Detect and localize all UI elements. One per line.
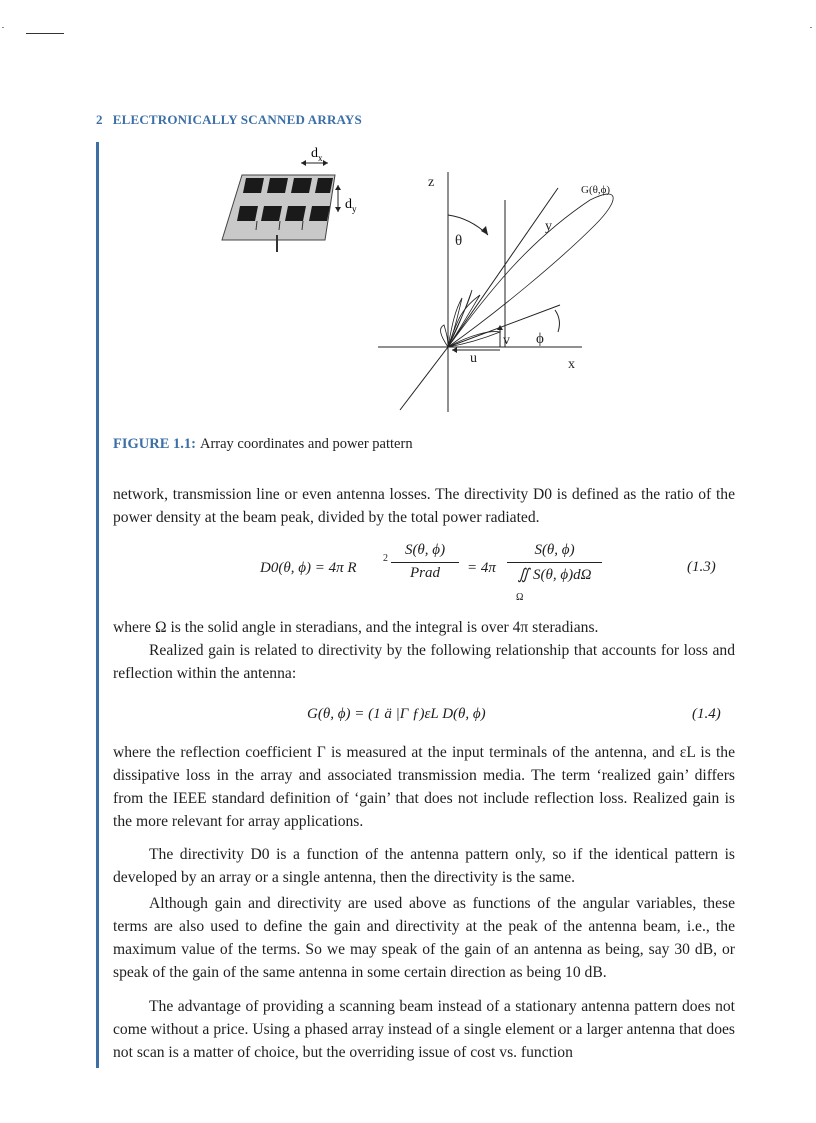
- eq13-mid: = 4π: [467, 560, 496, 576]
- eq13-frac1-num: S(θ, ϕ): [404, 542, 446, 558]
- chapter-title: ELECTRONICALLY SCANNED ARRAYS: [112, 112, 362, 127]
- eq13-frac1-den: Prad: [410, 565, 440, 581]
- crop-dot: [810, 27, 812, 28]
- paragraph: The advantage of providing a scanning beam instead of a stationary antenna pattern does not come without a price. Using a phased array instead of a single element or a larger antenna that does not scan is a matter of choice, but the overriding issue of cost vs. function: [113, 998, 735, 1061]
- paragraph: where the reflection coefficient Γ is measured at the input terminals of the antenna, and εL is the dissipative loss in the array and associated transmission media. The term ‘realized gain’ differs from the IEEE standard definition of ‘gain’ that does not include reflection loss. Realized gain is the more relevant for array applications.: [113, 744, 735, 830]
- v-label: v: [503, 333, 510, 348]
- phi-label: ϕ: [536, 331, 544, 347]
- equation-1-4: G(θ, ϕ) = (1 ä |Γ ƒ)εL D(θ, ϕ): [307, 706, 486, 722]
- array-sketch: [222, 146, 357, 252]
- caption-text: Array coordinates and power pattern: [199, 436, 413, 452]
- eq13-integral-sub: Ω: [516, 592, 524, 603]
- fraction-bar: [391, 562, 459, 563]
- equation-number: (1.3): [687, 559, 716, 575]
- page-number: 2: [96, 112, 103, 127]
- figure-array-pattern: [200, 140, 640, 420]
- power-pattern: [441, 194, 614, 347]
- pattern-label: G(θ,ϕ): [581, 184, 611, 196]
- theta-label: θ: [455, 233, 463, 249]
- axes: [378, 172, 582, 412]
- paragraph: network, transmission line or even antenna losses. The directivity D0 is defined as the ratio of the power density at the beam peak, divided by the total power radiated.: [113, 486, 735, 526]
- running-head: [96, 112, 362, 128]
- y-label: y: [545, 219, 552, 234]
- axis-z-label: z: [428, 175, 435, 190]
- equation-number: (1.4): [692, 706, 721, 722]
- paragraph: where Ω is the solid angle in steradians, and the integral is over 4π steradians.: [113, 619, 599, 636]
- paragraph: Realized gain is related to directivity by the following relationship that accounts for loss and reflection within the antenna:: [113, 642, 735, 682]
- paragraph: Although gain and directivity are used above as functions of the angular variables, these terms are also used to define the gain and directivity at the peak of the antenna beam, i.e., the maximum value of the terms. So we may speak of the gain of an antenna as being, say 30 dB, or speak of the gain of the same antenna in some certain direction as being 10 dB.: [113, 895, 735, 981]
- equation-1-3: [260, 540, 600, 610]
- eq13-frac2-num: S(θ, ϕ): [534, 542, 575, 558]
- label-dx: $d_x$: [311, 146, 323, 163]
- eq13-sup: 2: [383, 553, 388, 564]
- u-label: u: [470, 351, 477, 366]
- figure-caption: [113, 436, 413, 453]
- crop-dot: [2, 27, 4, 28]
- caption-label: FIGURE 1.1:: [113, 436, 196, 452]
- paragraph: The directivity D0 is a function of the antenna pattern only, so if the identical pattern is developed by an array or a single antenna, then the directivity is the same.: [113, 846, 735, 886]
- eq13-lhs: D0(θ, ϕ) = 4π R: [260, 560, 357, 576]
- crop-mark: [26, 33, 64, 34]
- label-dy: $d_y$: [345, 197, 357, 214]
- axis-x-label: x: [568, 357, 575, 372]
- eq13-frac2-den: ∬ S(θ, ϕ)dΩ: [517, 567, 592, 583]
- margin-bar: [96, 142, 99, 1068]
- fraction-bar: [507, 562, 602, 563]
